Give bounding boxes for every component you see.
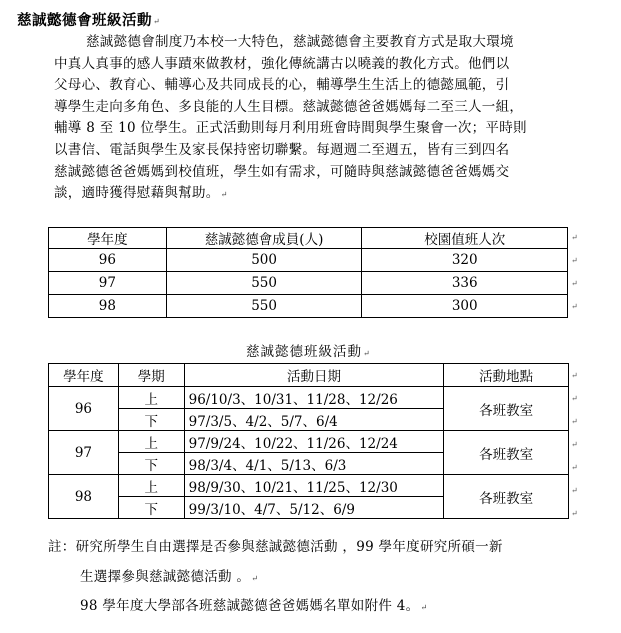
row-end-mark-icon: ↵ [571, 302, 578, 311]
column-header: 學年度 [49, 228, 167, 249]
intro-line [54, 75, 594, 97]
dates-cell: 98/3/4、4/1、5/13、6/3 [184, 453, 444, 475]
page-title-text: 慈誠懿德會班級活動 [17, 12, 152, 29]
intro-line [54, 32, 594, 54]
page-title [17, 9, 160, 30]
row-end-mark-icon: ↵ [571, 463, 578, 472]
table-cell: 550 [166, 272, 362, 295]
column-header: 學年度 [49, 364, 119, 387]
note-line [80, 565, 258, 585]
year-cell: 97 [49, 431, 119, 475]
note-text: 註：研究所學生自由選擇是否參與慈誠懿德活動 ，99 學年度研究所碩一新 [48, 539, 503, 555]
row-end-mark-icon: ↵ [571, 394, 578, 403]
table-cell: 98 [49, 295, 167, 318]
semester-cell: 下 [118, 453, 184, 475]
intro-line-text: 慈誠懿德會制度乃本校一大特色，慈誠懿德會主要教育方式是取大環境 [86, 34, 514, 50]
semester-cell: 上 [118, 475, 184, 497]
row-end-mark-icon: ↵ [571, 256, 578, 265]
table-row [49, 475, 569, 497]
intro-line-text: 導學生走向多角色、多良能的人生目標。慈誠懿德爸爸媽媽每二至三人一組， [54, 98, 524, 115]
row-end-mark-icon: ↵ [571, 279, 578, 288]
table-cell: 500 [166, 249, 362, 272]
row-end-mark-icon: ↵ [571, 371, 578, 380]
year-cell: 96 [49, 387, 119, 431]
semester-cell: 上 [118, 387, 184, 409]
note-text: 生選擇參與慈誠懿德活動 。 [80, 569, 251, 585]
location-cell: 各班教室 [444, 431, 569, 475]
intro-line-text: 慈誠懿德爸爸媽媽到校值班，學生如有需求，可隨時與慈誠懿德爸爸媽媽交 [54, 163, 510, 180]
column-header: 活動地點 [444, 364, 569, 387]
table-row [49, 249, 568, 272]
row-end-mark-icon: ↵ [571, 233, 578, 242]
table-row [49, 272, 568, 295]
paragraph-mark-icon: ↵ [420, 603, 428, 612]
location-cell: 各班教室 [444, 387, 569, 431]
intro-line-text: 輔導 8 至 10 位學生。正式活動則每月利用班會時間與學生聚會一次；平時則 [54, 120, 527, 137]
table-row [49, 387, 569, 409]
table-cell: 320 [362, 249, 568, 272]
dates-cell: 97/3/5、4/2、5/7、6/4 [184, 409, 444, 431]
table-header-row [49, 228, 568, 249]
intro-line-text: 以書信、電話與學生及家長保持密切聯繫。每週週二至週五，皆有三到四名 [54, 141, 510, 158]
row-end-mark-icon: ↵ [571, 509, 578, 518]
semester-cell: 上 [118, 431, 184, 453]
note-text: 98 學年度大學部各班慈誠懿德爸爸媽媽名單如附件 4。 [80, 598, 420, 614]
intro-line-text: 父母心、教育心、輔導心及共同成長的心，輔導學生生活上的德懿風範，引 [54, 77, 510, 94]
note-line [48, 535, 503, 555]
table-cell: 336 [362, 272, 568, 295]
table-row [49, 295, 568, 318]
paragraph-mark-icon: ↵ [363, 349, 371, 358]
intro-line [54, 118, 594, 140]
row-end-mark-icon: ↵ [571, 486, 578, 495]
intro-line [54, 140, 594, 162]
members-table [48, 227, 568, 318]
dates-cell: 96/10/3、10/31、11/28、12/26 [184, 387, 444, 409]
table-cell: 550 [166, 295, 362, 318]
column-header: 校園值班人次 [362, 228, 568, 249]
location-cell: 各班教室 [444, 475, 569, 519]
column-header: 慈誠懿德會成員(人) [166, 228, 362, 249]
dates-cell: 98/9/30、10/21、11/25、12/30 [184, 475, 444, 497]
intro-line [54, 54, 594, 76]
year-cell: 98 [49, 475, 119, 519]
row-end-mark-icon: ↵ [571, 440, 578, 449]
dates-cell: 97/9/24、10/22、11/26、12/24 [184, 431, 444, 453]
semester-cell: 下 [118, 497, 184, 519]
intro-line-text: 中真人真事的感人事蹟來做教材，強化傳統講古以曉義的教化方式。他們以 [54, 55, 510, 72]
activity-table-caption [246, 340, 371, 360]
table-row [49, 431, 569, 453]
dates-cell: 99/3/10、4/7、5/12、6/9 [184, 497, 444, 519]
table-header-row [49, 364, 569, 387]
note-line [80, 594, 427, 614]
row-end-mark-icon: ↵ [571, 417, 578, 426]
table-cell: 96 [49, 249, 167, 272]
intro-line [54, 97, 594, 119]
intro-line-text: 談，適時獲得慰藉與幫助。 [54, 185, 220, 202]
paragraph-mark-icon: ↵ [251, 574, 259, 583]
activity-table-caption-text: 慈誠懿德班級活動 [246, 344, 362, 360]
intro-paragraph [54, 32, 594, 206]
activity-table [48, 363, 569, 519]
intro-line [54, 162, 594, 184]
semester-cell: 下 [118, 409, 184, 431]
table-cell: 300 [362, 295, 568, 318]
column-header: 學期 [118, 364, 184, 387]
column-header: 活動日期 [184, 364, 444, 387]
intro-line [54, 183, 594, 206]
table-cell: 97 [49, 272, 167, 295]
paragraph-mark-icon: ↵ [220, 190, 228, 200]
paragraph-mark-icon: ↵ [153, 16, 161, 26]
